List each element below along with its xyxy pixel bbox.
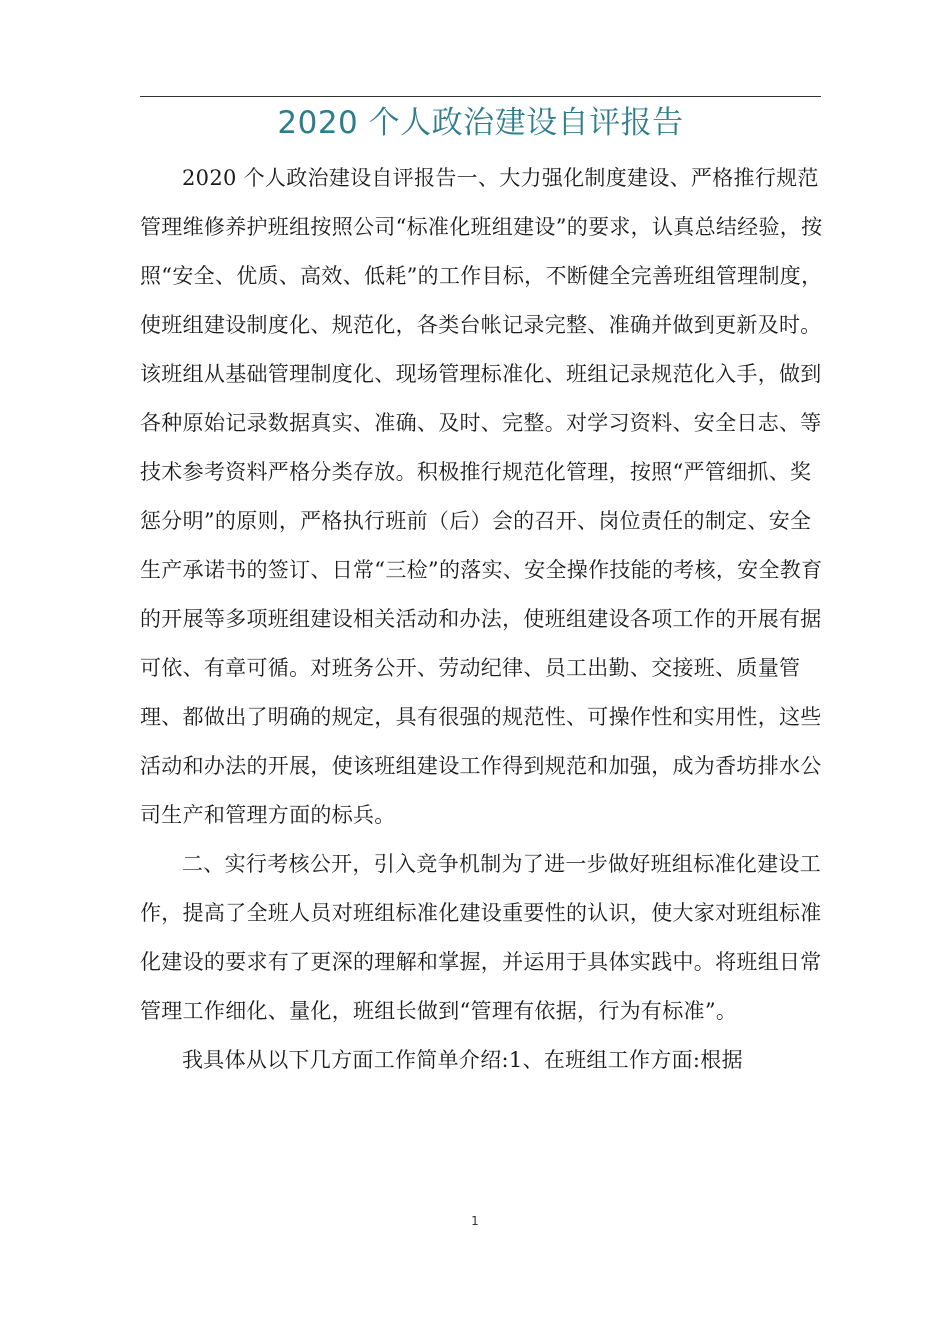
document-title: 2020 个人政治建设自评报告 <box>277 105 684 141</box>
page-number: 1 <box>471 1214 479 1228</box>
paragraph-1: 2020 个人政治建设自评报告一、大力强化制度建设、严格推行规范管理维修养护班组按照公司“标准化班组建设”的要求，认真总结经验，按照“安全、优质、高效、低耗”的工作目标，不断健全完善班组管理制度，使班组建设制度化、规范化，各类台帐记录完整、准确并做到更新及时。该班组从基础管理制度化、现场管理标准化、班组记录规范化入手，做到各种原始记录数据真实、准确、及时、完整。对学习资料、安全日志、等技术参考资料严格分类存放。积极推行规范化管理，按照“严管细抓、奖惩分明”的原则，严格执行班前（后）会的召开、岗位责任的制定、安全生产承诺书的签订、日常“三检”的落实、安全操作技能的考核，安全教育的开展等多项班组建设相关活动和办法，使班组建设各项工作的开展有据可依、有章可循。对班务公开、劳动纪律、员工出勤、交接班、质量管理、都做出了明确的规定，具有很强的规范性、可操作性和实用性，这些活动和办法的开展，使该班组建设工作得到规范和加强，成为香坊排水公司生产和管理方面的标兵。 <box>140 166 823 827</box>
header-rule <box>140 96 821 97</box>
document-body <box>140 154 830 1085</box>
paragraph-2: 二、实行考核公开，引入竞争机制为了进一步做好班组标准化建设工作，提高了全班人员对班组标准化建设重要性的认识，使大家对班组标准化建设的要求有了更深的理解和掌握，并运用于具体实践中。将班组日常管理工作细化、量化，班组长做到“管理有依据，行为有标准”。 <box>140 852 822 1023</box>
paragraph-3: 我具体从以下几方面工作简单介绍:1、在班组工作方面:根据 <box>182 1048 743 1072</box>
